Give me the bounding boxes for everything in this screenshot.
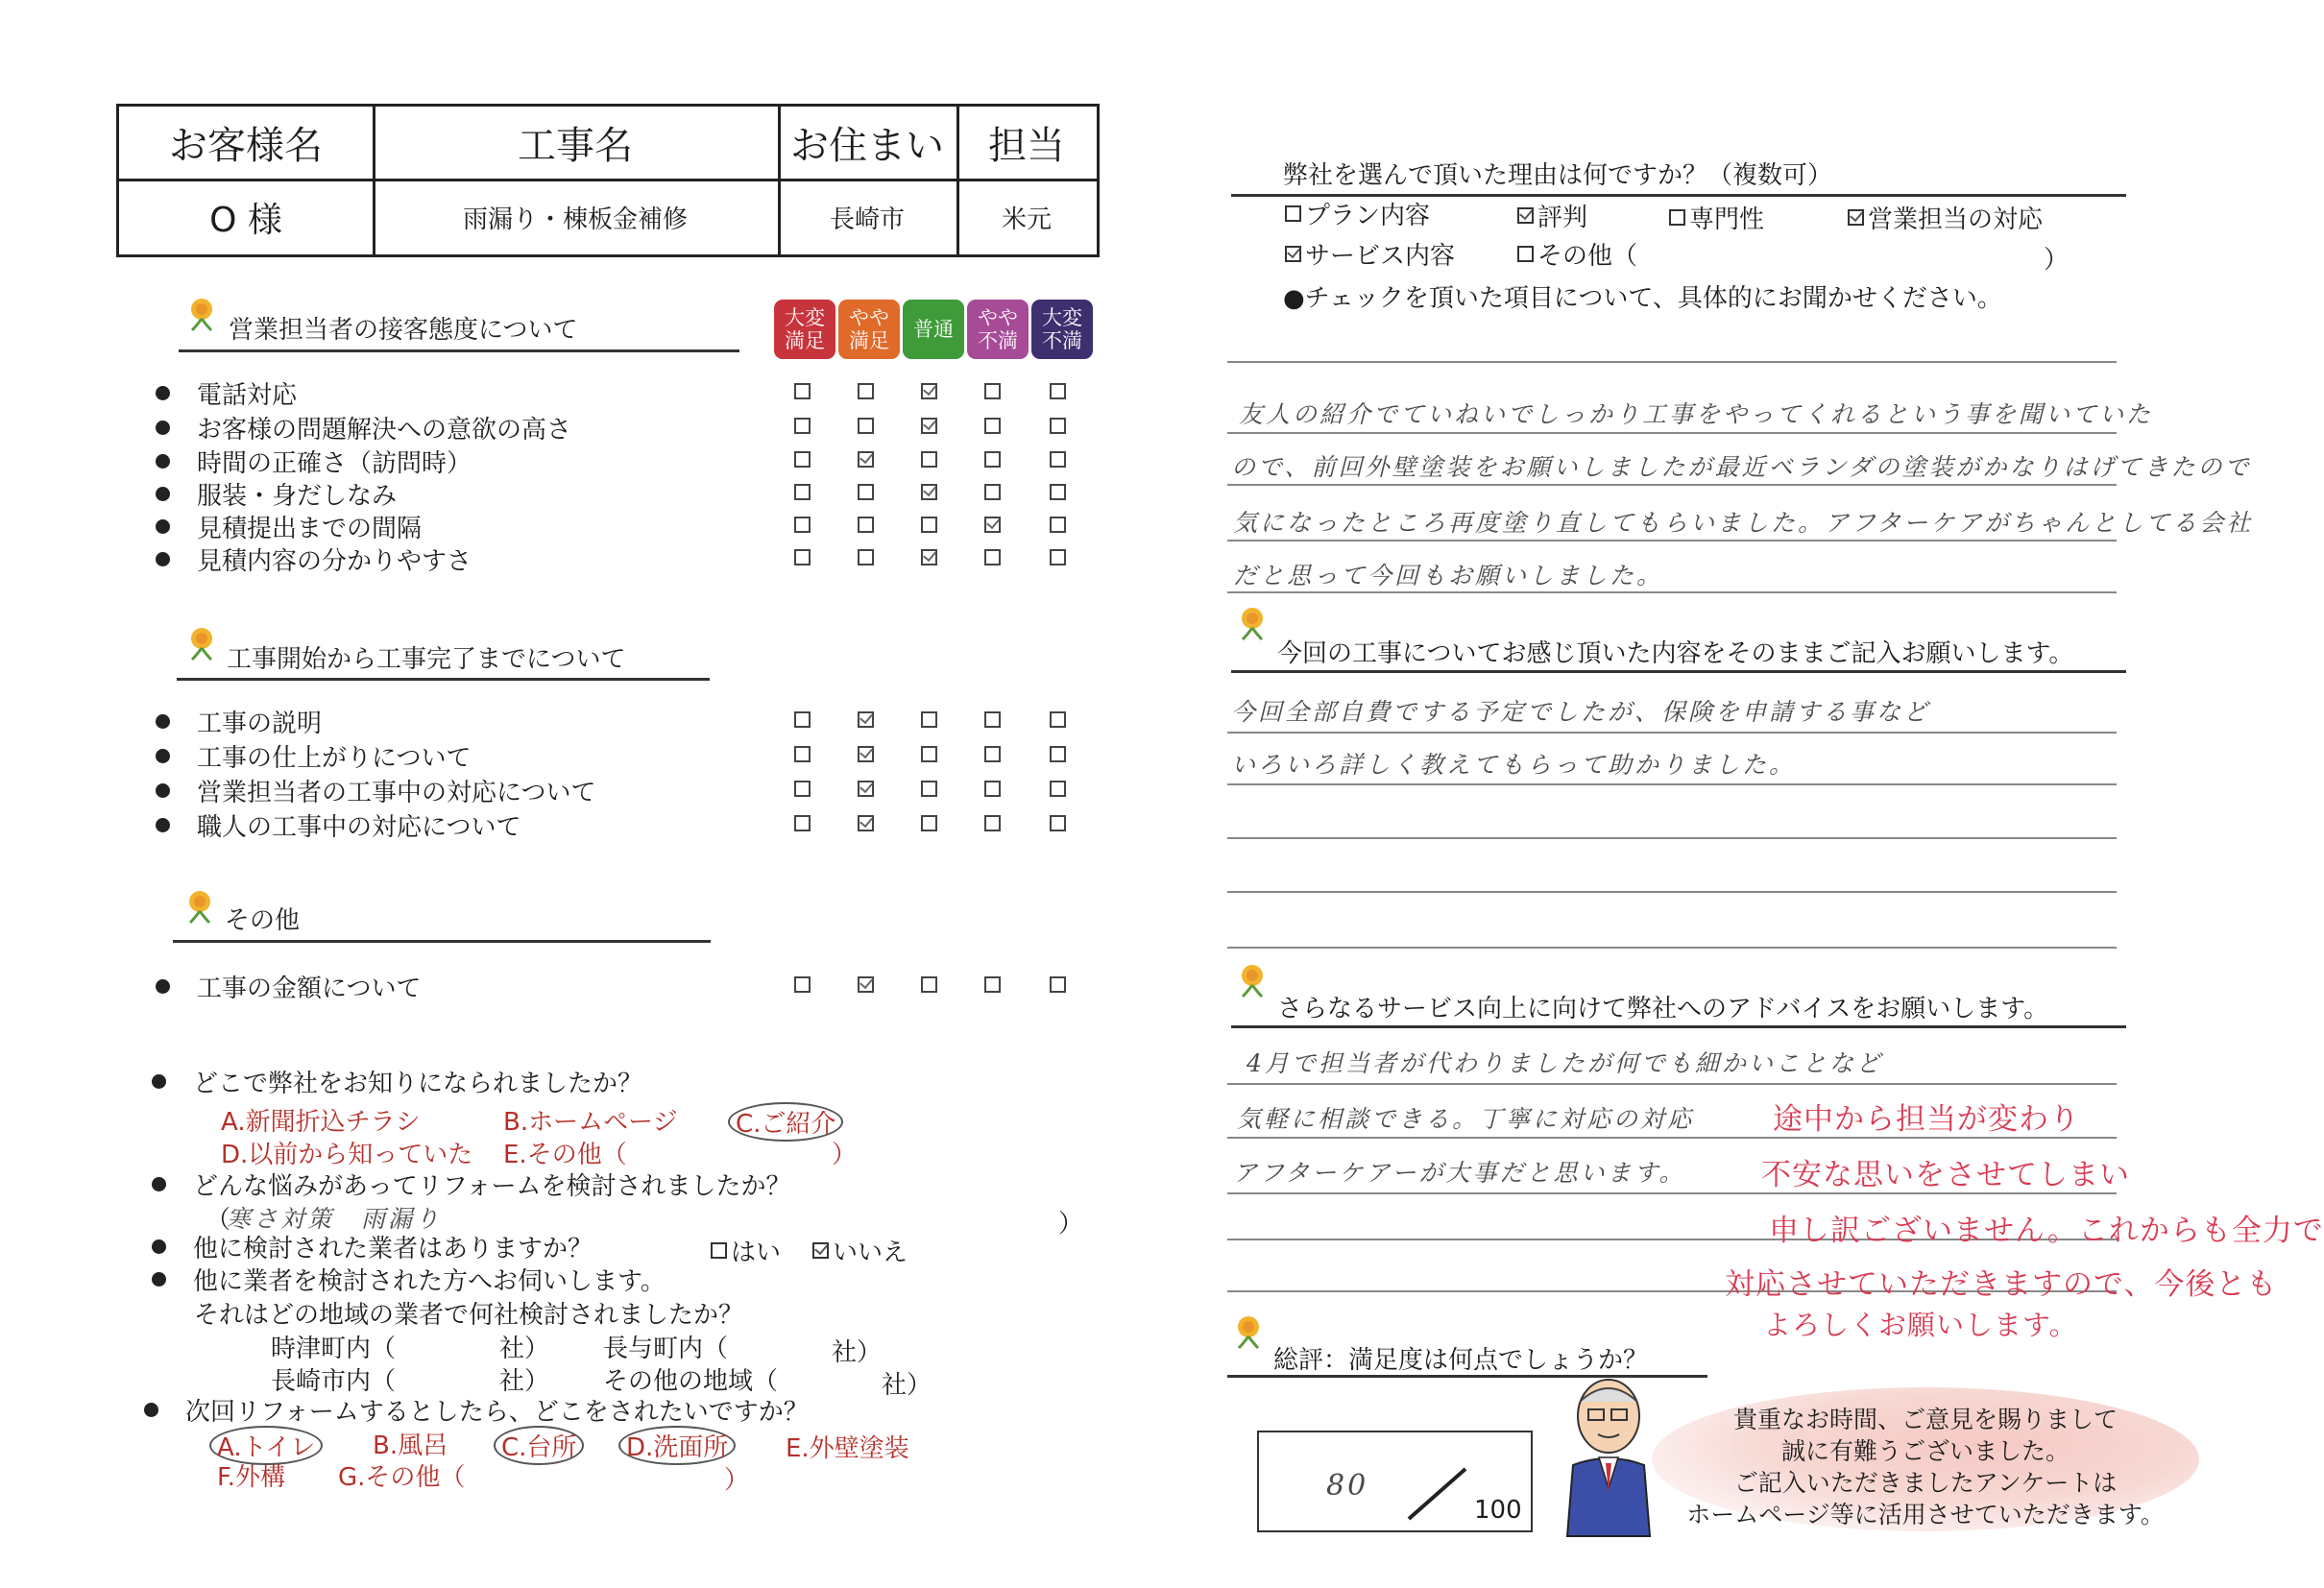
rating-row-label: 服装・身だしなみ xyxy=(197,482,398,511)
impression-answer-line2: いろいろ詳しく教えてもらって助かりました。 xyxy=(1231,751,1797,779)
rating-checkbox[interactable] xyxy=(984,976,1001,993)
next-option-f: F.外構 xyxy=(217,1463,286,1492)
thanks-line: ご記入いただきましたアンケートは xyxy=(1733,1469,2118,1497)
thanks-line: 貴重なお時間、ご意見を賜りまして xyxy=(1732,1406,2118,1433)
thanks-message xyxy=(1652,1404,2199,1530)
rating-checkbox[interactable] xyxy=(794,976,811,993)
rating-checkbox[interactable] xyxy=(1050,781,1066,797)
advice-answer-line2: 気軽に相談できる。丁寧に対応の対応 xyxy=(1237,1105,1695,1133)
thanks-line: 誠に有難うございました。 xyxy=(1780,1437,2070,1465)
rating-checkbox[interactable] xyxy=(794,781,811,797)
impression-question: 今回の工事についてお感じ頂いた内容をそのままご記入お願いします。 xyxy=(1277,639,2074,668)
rating-checkbox[interactable] xyxy=(1050,746,1066,762)
reason-followup: ●チェックを頂いた項目について、具体的にお聞かせください。 xyxy=(1283,284,2002,313)
rating-row-label: 工事の仕上がりについて xyxy=(197,744,472,773)
section-title-other: その他 xyxy=(225,906,301,935)
rating-checkbox[interactable] xyxy=(921,711,937,728)
rating-checkbox-checked[interactable] xyxy=(858,451,874,468)
staff-reply-line4: 対応させていただきますので、今後とも xyxy=(1725,1267,2278,1302)
circled-answer: D.洗面所 xyxy=(618,1426,736,1465)
answer-line xyxy=(1227,361,2117,363)
next-option-d xyxy=(626,1426,736,1465)
bullet xyxy=(156,454,170,469)
rating-row xyxy=(156,375,297,411)
bullet xyxy=(156,749,170,763)
rating-checkbox[interactable] xyxy=(984,383,1001,399)
flower-icon xyxy=(186,890,213,926)
checkbox-checked[interactable] xyxy=(1848,209,1864,226)
option-e-other: E.その他（ xyxy=(503,1141,627,1169)
reason-plan[interactable] xyxy=(1285,196,1430,231)
rating-row xyxy=(156,541,472,577)
rating-row xyxy=(156,444,472,479)
rating-checkbox[interactable] xyxy=(858,517,874,533)
rating-checkbox[interactable] xyxy=(794,746,811,762)
section-title-sales: 営業担当者の接客態度について xyxy=(229,316,578,345)
rating-checkbox[interactable] xyxy=(1050,517,1066,533)
rating-checkbox[interactable] xyxy=(984,746,1001,762)
circled-answer: C.ご紹介 xyxy=(728,1102,843,1142)
reason-reputation[interactable] xyxy=(1517,198,1587,233)
rating-row-label: 職人の工事中の対応について xyxy=(197,813,521,842)
rating-row-label: 見積提出までの間隔 xyxy=(197,515,423,543)
rating-row xyxy=(156,738,471,774)
option-label: 営業担当の対応 xyxy=(1868,205,2044,234)
answer-line xyxy=(1227,947,2117,949)
rating-header-dissatisfied: やや不満 xyxy=(967,300,1029,359)
rating-checkbox[interactable] xyxy=(1050,418,1066,434)
rating-checkbox-checked[interactable] xyxy=(858,976,874,993)
next-option-b: B.風呂 xyxy=(373,1432,448,1460)
region-other: その他の地域（ xyxy=(603,1367,779,1396)
question-text: 他に検討された業者はありますか？ xyxy=(193,1235,593,1263)
rating-checkbox[interactable] xyxy=(794,815,811,831)
label-project: 工事名 xyxy=(518,124,633,168)
rating-checkbox[interactable] xyxy=(921,781,937,797)
bullet xyxy=(156,818,170,832)
region-nagasaki: 長崎市内（ xyxy=(271,1367,397,1396)
advice-answer-line1: 4月で担当者が代わりましたが何でも細かいことなど xyxy=(1247,1049,1883,1077)
region-togitsu-count: 社） xyxy=(499,1335,550,1363)
rating-row xyxy=(156,773,595,808)
overall-question: 総評：満足度は何点でしょうか？ xyxy=(1273,1346,1649,1375)
rating-checkbox[interactable] xyxy=(984,451,1001,468)
region-nagayo: 長与町内（ xyxy=(603,1335,729,1363)
reason-answer-line2: ので、前回外壁塗装をお願いしましたが最近ベランダの塗装がかなりはげてきたので xyxy=(1231,453,2252,481)
rating-checkbox-checked[interactable] xyxy=(921,383,937,399)
score-value: 80 xyxy=(1326,1469,1369,1503)
option-a-flyer: A.新聞折込チラシ xyxy=(221,1108,421,1137)
president-illustration xyxy=(1556,1373,1661,1536)
rating-checkbox-checked[interactable] xyxy=(921,484,937,500)
staff-reply-line5: よろしくお願いします。 xyxy=(1763,1309,2078,1341)
bullet xyxy=(156,979,170,994)
rating-checkbox[interactable] xyxy=(984,711,1001,728)
rating-row xyxy=(156,476,397,512)
section-title-construction: 工事開始から工事完了までについて xyxy=(227,645,626,674)
staff-value: 米元 xyxy=(1001,205,1052,234)
address-value: 長崎市 xyxy=(829,205,905,234)
checkbox-checked[interactable] xyxy=(1517,207,1534,224)
reason-other-close: ） xyxy=(2044,246,2070,275)
flower-icon xyxy=(188,627,215,663)
rating-checkbox[interactable] xyxy=(858,418,874,434)
score-box xyxy=(1257,1431,1533,1532)
rating-checkbox-checked[interactable] xyxy=(921,418,937,434)
rating-checkbox[interactable] xyxy=(794,517,811,533)
rating-checkbox[interactable] xyxy=(1050,976,1066,993)
answer-line xyxy=(1227,540,2117,541)
rating-checkbox[interactable] xyxy=(794,484,811,500)
option-yes[interactable] xyxy=(711,1233,781,1268)
rating-row-label: 工事の説明 xyxy=(197,710,323,738)
checkbox[interactable] xyxy=(1669,209,1685,226)
option-d-known-before: D.以前から知っていた xyxy=(221,1141,473,1169)
bullet xyxy=(156,421,170,435)
question-other-contractors xyxy=(152,1229,593,1264)
checkbox-checked[interactable] xyxy=(1285,246,1301,262)
rating-header-very-dissatisfied: 大変不満 xyxy=(1031,300,1093,359)
worry-close: ） xyxy=(1058,1210,1084,1239)
next-option-g: G.その他（ xyxy=(338,1463,466,1492)
rating-row xyxy=(156,410,571,445)
staff-reply-line3: 申し訳ございません。これからも全力で xyxy=(1769,1214,2324,1248)
section-underline xyxy=(179,349,739,352)
rating-header-normal: 普通 xyxy=(903,300,964,359)
reason-sales-response[interactable] xyxy=(1848,200,2043,235)
rating-row-label: 工事の金額について xyxy=(197,974,422,1003)
rating-checkbox[interactable] xyxy=(1050,549,1066,565)
rating-checkbox-checked[interactable] xyxy=(858,781,874,797)
reason-expertise[interactable] xyxy=(1669,200,1764,235)
section-underline xyxy=(173,940,711,943)
project-name: 雨漏り・棟板金補修 xyxy=(462,205,688,234)
rating-checkbox[interactable] xyxy=(858,484,874,500)
rating-row xyxy=(156,807,520,843)
rating-checkbox[interactable] xyxy=(1050,451,1066,468)
option-label: はい xyxy=(731,1239,782,1267)
question-text: 次回リフォームするとしたら、どこをされたいですか？ xyxy=(185,1398,809,1427)
question-know xyxy=(152,1064,642,1099)
answer-line xyxy=(1227,837,2117,839)
section-underline xyxy=(177,678,710,681)
reason-answer-line1: 友人の紹介でていねいでしっかり工事をやってくれるという事を聞いていた xyxy=(1239,400,2154,428)
rating-checkbox[interactable] xyxy=(794,418,811,434)
question-next-reform xyxy=(144,1392,809,1428)
worry-answer: 寒さ対策 雨漏り xyxy=(227,1205,443,1233)
advice-answer-line3: アフターケアーが大事だと思います。 xyxy=(1233,1159,1686,1187)
bullet xyxy=(156,552,170,566)
rating-checkbox[interactable] xyxy=(921,976,937,993)
section-underline xyxy=(1231,1025,2126,1028)
bullet xyxy=(156,783,170,798)
option-label: 評判 xyxy=(1537,204,1588,232)
region-nagayo-count: 社） xyxy=(832,1338,883,1367)
rating-checkbox[interactable] xyxy=(1050,815,1066,831)
rating-row xyxy=(156,704,322,739)
rating-checkbox-checked[interactable] xyxy=(858,711,874,728)
section-underline xyxy=(1231,670,2126,673)
region-nagasaki-count: 社） xyxy=(499,1367,550,1396)
reason-question: 弊社を選んで頂いた理由は何ですか？（複数可） xyxy=(1283,161,1833,190)
rating-row xyxy=(156,509,422,544)
rating-checkbox[interactable] xyxy=(1050,383,1066,399)
flower-icon xyxy=(1239,964,1266,1000)
option-label: プラン内容 xyxy=(1305,202,1431,230)
rating-row-label: お客様の問題解決への意欲の高さ xyxy=(197,416,572,445)
rating-checkbox[interactable] xyxy=(794,383,811,399)
answer-line xyxy=(1227,432,2117,434)
rating-checkbox-checked[interactable] xyxy=(858,746,874,762)
bullet xyxy=(152,1074,166,1089)
rating-checkbox[interactable] xyxy=(794,451,811,468)
flower-icon xyxy=(188,298,215,334)
advice-question: さらなるサービス向上に向けて弊社へのアドバイスをお願いします。 xyxy=(1277,995,2049,1023)
rating-checkbox[interactable] xyxy=(794,549,811,565)
worry-open: （ xyxy=(206,1206,231,1235)
answer-line xyxy=(1227,783,2117,785)
bullet xyxy=(152,1272,166,1287)
question-worry xyxy=(152,1167,790,1202)
rating-checkbox[interactable] xyxy=(794,711,811,728)
rating-checkbox[interactable] xyxy=(921,815,937,831)
option-label: サービス内容 xyxy=(1305,242,1456,271)
rating-checkbox[interactable] xyxy=(984,781,1001,797)
rating-row xyxy=(156,969,421,1004)
bullet xyxy=(156,487,170,501)
option-c-introduction xyxy=(736,1102,843,1142)
score-max: 100 xyxy=(1474,1496,1522,1525)
thanks-line: ホームページ等に活用させていただきます。 xyxy=(1686,1501,2165,1528)
bullet xyxy=(152,1239,166,1254)
rating-row-label: 電話対応 xyxy=(197,381,298,410)
rating-checkbox[interactable] xyxy=(984,549,1001,565)
slash-mark xyxy=(1403,1465,1470,1523)
option-no[interactable] xyxy=(812,1233,908,1268)
label-address: お住まい xyxy=(790,124,944,168)
region-other-count: 社） xyxy=(882,1371,932,1400)
customer-name: O 様 xyxy=(209,200,282,240)
answer-line xyxy=(1227,891,2117,893)
reason-answer-line3: 気になったところ再度塗り直してもらいました。アフターケアがちゃんとしてる会社 xyxy=(1233,509,2254,537)
option-label: 専門性 xyxy=(1689,205,1765,234)
next-option-g-close: ） xyxy=(724,1466,750,1495)
rating-checkbox[interactable] xyxy=(921,451,937,468)
label-customer: お客様名 xyxy=(169,124,323,168)
rating-row-label: 時間の正確さ（訪問時） xyxy=(197,449,472,478)
rating-checkbox-checked[interactable] xyxy=(984,517,1001,533)
bullet xyxy=(156,714,170,729)
question-text: どんな悩みがあってリフォームを検討されましたか？ xyxy=(193,1172,791,1201)
question-text: どこで弊社をお知りになられましたか？ xyxy=(193,1070,643,1098)
staff-reply-line2: 不安な思いをさせてしまい xyxy=(1761,1158,2130,1192)
rating-header-very-satisfied: 大変満足 xyxy=(774,300,835,359)
checkbox-checked[interactable] xyxy=(812,1242,829,1259)
reason-service[interactable] xyxy=(1285,236,1455,272)
label-staff: 担当 xyxy=(988,124,1065,168)
answer-line xyxy=(1227,732,2117,734)
option-label: その他（ xyxy=(1537,242,1638,271)
bullet xyxy=(144,1403,158,1417)
rating-checkbox[interactable] xyxy=(921,746,937,762)
bullet xyxy=(152,1177,166,1191)
question-region xyxy=(152,1262,666,1297)
rating-row-label: 見積内容の分かりやすさ xyxy=(197,547,472,576)
flower-icon xyxy=(1239,607,1266,643)
flower-icon xyxy=(1235,1315,1262,1352)
circled-answer: A.トイレ xyxy=(209,1426,323,1465)
checkbox[interactable] xyxy=(1517,246,1534,262)
answer-line xyxy=(1227,484,2117,486)
rating-checkbox[interactable] xyxy=(858,549,874,565)
rating-checkbox[interactable] xyxy=(858,383,874,399)
bullet xyxy=(156,386,170,400)
staff-reply-line1: 途中から担当が変わり xyxy=(1773,1102,2080,1137)
option-e-close: ） xyxy=(832,1141,858,1169)
question-text: 他に業者を検討された方へお伺いします。 xyxy=(193,1267,666,1296)
reason-answer-line4: だと思って今回もお願いしました。 xyxy=(1233,562,1664,589)
rating-checkbox[interactable] xyxy=(984,418,1001,434)
rating-checkbox-checked[interactable] xyxy=(858,815,874,831)
circled-answer: C.台所 xyxy=(494,1426,584,1465)
rating-header-satisfied: やや満足 xyxy=(838,300,900,359)
rating-checkbox[interactable] xyxy=(1050,711,1066,728)
rating-row-label: 営業担当者の工事中の対応について xyxy=(197,779,596,807)
checkbox[interactable] xyxy=(711,1242,727,1259)
next-option-e: E.外壁塗装 xyxy=(786,1434,909,1463)
rating-checkbox[interactable] xyxy=(984,815,1001,831)
next-option-c xyxy=(501,1426,584,1465)
rating-checkbox[interactable] xyxy=(1050,484,1066,500)
header-table xyxy=(116,104,1100,257)
checkbox[interactable] xyxy=(1285,205,1301,222)
impression-answer-line1: 今回全部自費でする予定でしたが、保険を申請する事など xyxy=(1231,698,1931,726)
option-label: いいえ xyxy=(833,1239,908,1267)
rating-checkbox-checked[interactable] xyxy=(921,549,937,565)
question-region-line2: それはどの地域の業者で何社検討されましたか？ xyxy=(194,1301,744,1330)
answer-line xyxy=(1227,591,2117,593)
region-togitsu: 時津町内（ xyxy=(271,1335,397,1363)
answer-line xyxy=(1227,1083,2117,1085)
rating-checkbox[interactable] xyxy=(921,517,937,533)
bullet xyxy=(156,519,170,534)
reason-other[interactable] xyxy=(1517,236,1637,272)
rating-checkbox[interactable] xyxy=(984,484,1001,500)
option-b-homepage: B.ホームページ xyxy=(503,1108,678,1137)
